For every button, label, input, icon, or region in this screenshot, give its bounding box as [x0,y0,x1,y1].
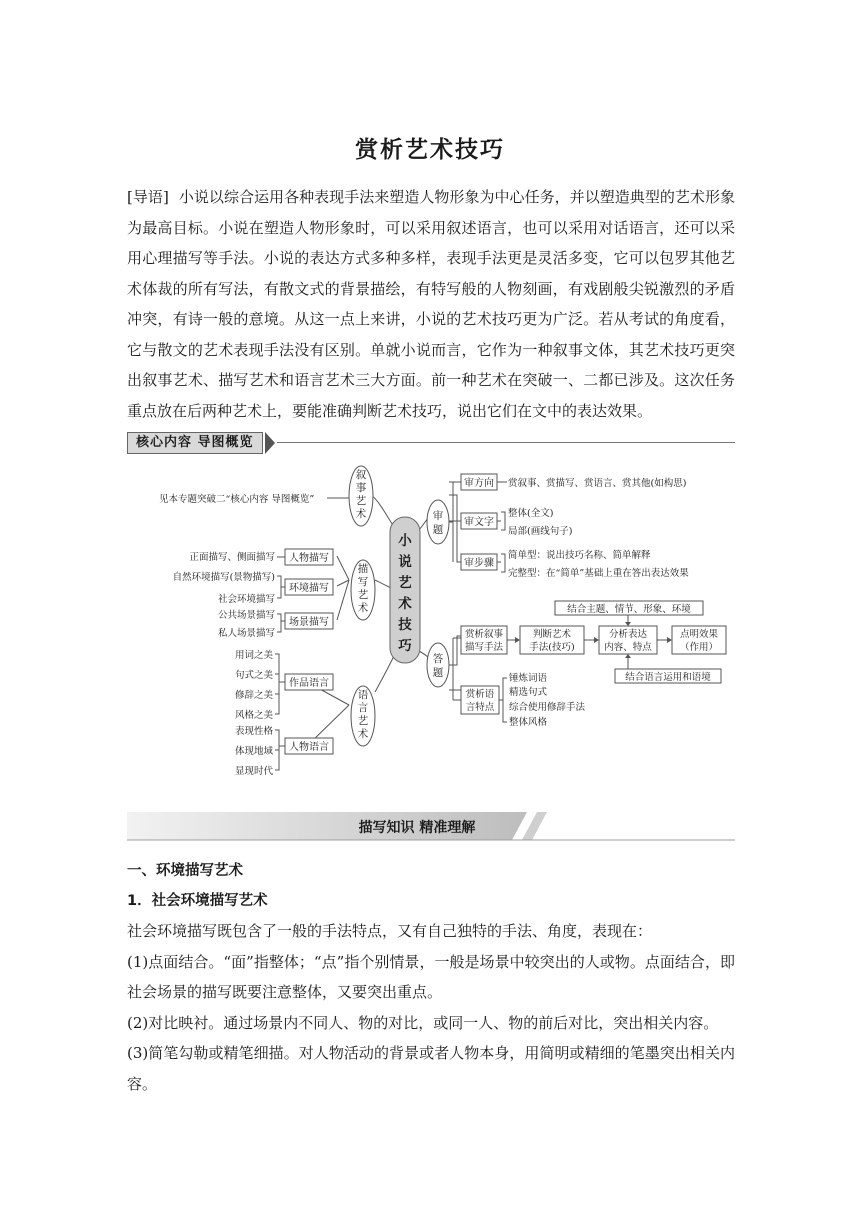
box-label: 审方向 [464,478,494,489]
dati-node [427,643,449,687]
dati-char: 题 [432,667,444,679]
leaf-text: 锤炼词语 [509,673,548,684]
shenti-char: 审 [432,510,444,522]
language-char: 艺 [357,715,369,727]
intro-tag: [导语] [127,188,169,206]
leaf-text: 表现性格 [234,726,273,737]
leaf-text: 整体风格 [509,717,548,728]
dati-char: 答 [432,653,444,665]
box-label: 审文字 [464,517,494,528]
heading-social-environment: 1．社会环境描写艺术 [127,893,268,909]
leaf-text: 整体(全文) [508,508,554,519]
box-label: 赏析叙事 [464,629,504,640]
page-title: 赏析艺术技巧 [355,136,505,163]
describe-char: 写 [357,576,369,588]
paragraph: 社会环境描写既包含了一般的手法特点，又有自己独特的手法、角度，表现在： [127,922,653,940]
leaf-text: 赏叙事、赏描写、赏语言、赏其他(如构思) [508,478,687,489]
body-paragraphs [127,916,735,1099]
flow-text: 内容、特点 [604,642,652,653]
box-label: 审步骤 [464,558,494,569]
describe-char: 艺 [357,589,369,601]
leaf-text: 自然环境描写(景物描写) [172,572,275,583]
describe-char: 术 [357,602,369,614]
intro-text: 小说以综合运用各种表现手法来塑造人物形象为中心任务，并以塑造典型的艺术形象为最高目标。小说在塑造人物形象时，可以采用叙述语言，也可以采用对话语言，还可以采用心理描写等手法。小说的表达方式多种多样，表现手法更是灵活多变，它可以包罗其他艺术体裁的所有写法，有散文式的背景描绘，有特写般的人物刻画，有戏剧般尖锐激烈的矛盾冲突，有诗一般的意境。从这一点上来讲，小说的艺术技巧更为广泛。若从考试的角度看，它与散文的艺术表现手法没有区别。单就小说而言，它作为一种叙事文体，其艺术技巧更突出叙事艺术、描写艺术和语言艺术三大方面。前一种艺术在突破一、二都已涉及。这次任务重点放在后两种艺术上，要能准确判断艺术技巧，说出它们在文中的表达效果。 [127,188,735,420]
narrative-char: 艺 [355,495,367,507]
leaf-text: 体现地域 [234,746,273,757]
center-char: 艺 [398,575,412,591]
box-label: 言特点 [465,702,495,713]
leaf-text: 正面描写、侧面描写 [189,552,275,563]
box-label: 环境描写 [289,583,329,594]
intro-paragraph [127,182,735,426]
center-char: 小 [398,533,412,549]
banner-overview-label: 核心内容 导图概览 [127,432,263,454]
flow-text: 结合主题、情节、形象、环境 [567,604,691,615]
describe-char: 描 [357,563,369,575]
leaf-text: 用词之美 [234,650,273,661]
leaf-text: 精选句式 [509,687,548,698]
box-label: 作品语言 [289,678,329,689]
narrative-note: 见本专题突破二“核心内容 导图概览” [159,494,315,505]
leaf-text: 句式之美 [234,670,273,681]
center-char: 技 [398,617,412,633]
leaf-text: 公共场景描写 [217,610,275,621]
flow-text: 分析表达 [608,629,648,640]
leaf-text: 局部(画线句子) [508,526,573,537]
leaf-text: 修辞之美 [234,690,273,701]
language-char: 语 [357,689,369,701]
narrative-char: 术 [355,508,367,520]
banner-rule [277,442,735,443]
paragraph: (3)简笔勾勒或精笔细描。对人物活动的背景或者人物本身，用简明或精细的笔墨突出相关内容。 [127,1044,735,1093]
section-banner-knowledge [127,810,735,842]
flow-text: （作用） [679,642,719,653]
flow-text: 判断艺术 [532,629,572,640]
flow-text: 点明效果 [679,629,719,640]
center-char: 术 [398,596,412,612]
narrative-char: 叙 [355,469,367,481]
shenti-char: 题 [432,524,444,536]
leaf-text: 社会环境描写 [217,594,275,605]
box-label: 人物描写 [289,553,329,564]
flow-text: 手法(技巧) [529,642,575,653]
narrative-char: 事 [355,482,367,494]
box-label: 描写手法 [464,642,504,653]
leaf-text: 私人场景描写 [217,628,275,639]
leaf-text: 综合使用修辞手法 [509,702,586,713]
paragraph: (2)对比映衬。通过场景内不同人、物的对比，或同一人、物的前后对比，突出相关内容。 [127,1013,719,1032]
center-char: 说 [398,554,412,570]
leaf-text: 风格之美 [234,710,273,721]
paragraph: (1)点面结合。“面”指整体；“点”指个别情景，一般是场景中较突出的人或物。点面结合，即社会场景的描写既要注意整体，又要突出重点。 [127,952,735,1001]
section-banner-overview [127,432,735,454]
language-char: 言 [357,702,369,714]
leaf-text: 完整型：在“简单”基础上重在答出表达效果 [508,568,689,579]
center-char: 巧 [398,638,412,654]
box-label: 人物语言 [289,742,329,753]
box-label: 场景描写 [289,617,329,628]
box-label: 赏析语 [465,689,495,700]
leaf-text: 显现时代 [234,766,273,777]
banner-knowledge-label: 描写知识 精准理解 [358,820,476,836]
language-char: 术 [357,728,369,740]
heading-environment: 一、环境描写艺术 [127,863,243,879]
banner-arrow [265,432,275,454]
mind-map [127,460,735,805]
shenti-node [427,500,449,544]
leaf-text: 简单型：说出技巧名称、简单解释 [508,550,651,561]
flow-text: 结合语言运用和语境 [625,672,711,683]
